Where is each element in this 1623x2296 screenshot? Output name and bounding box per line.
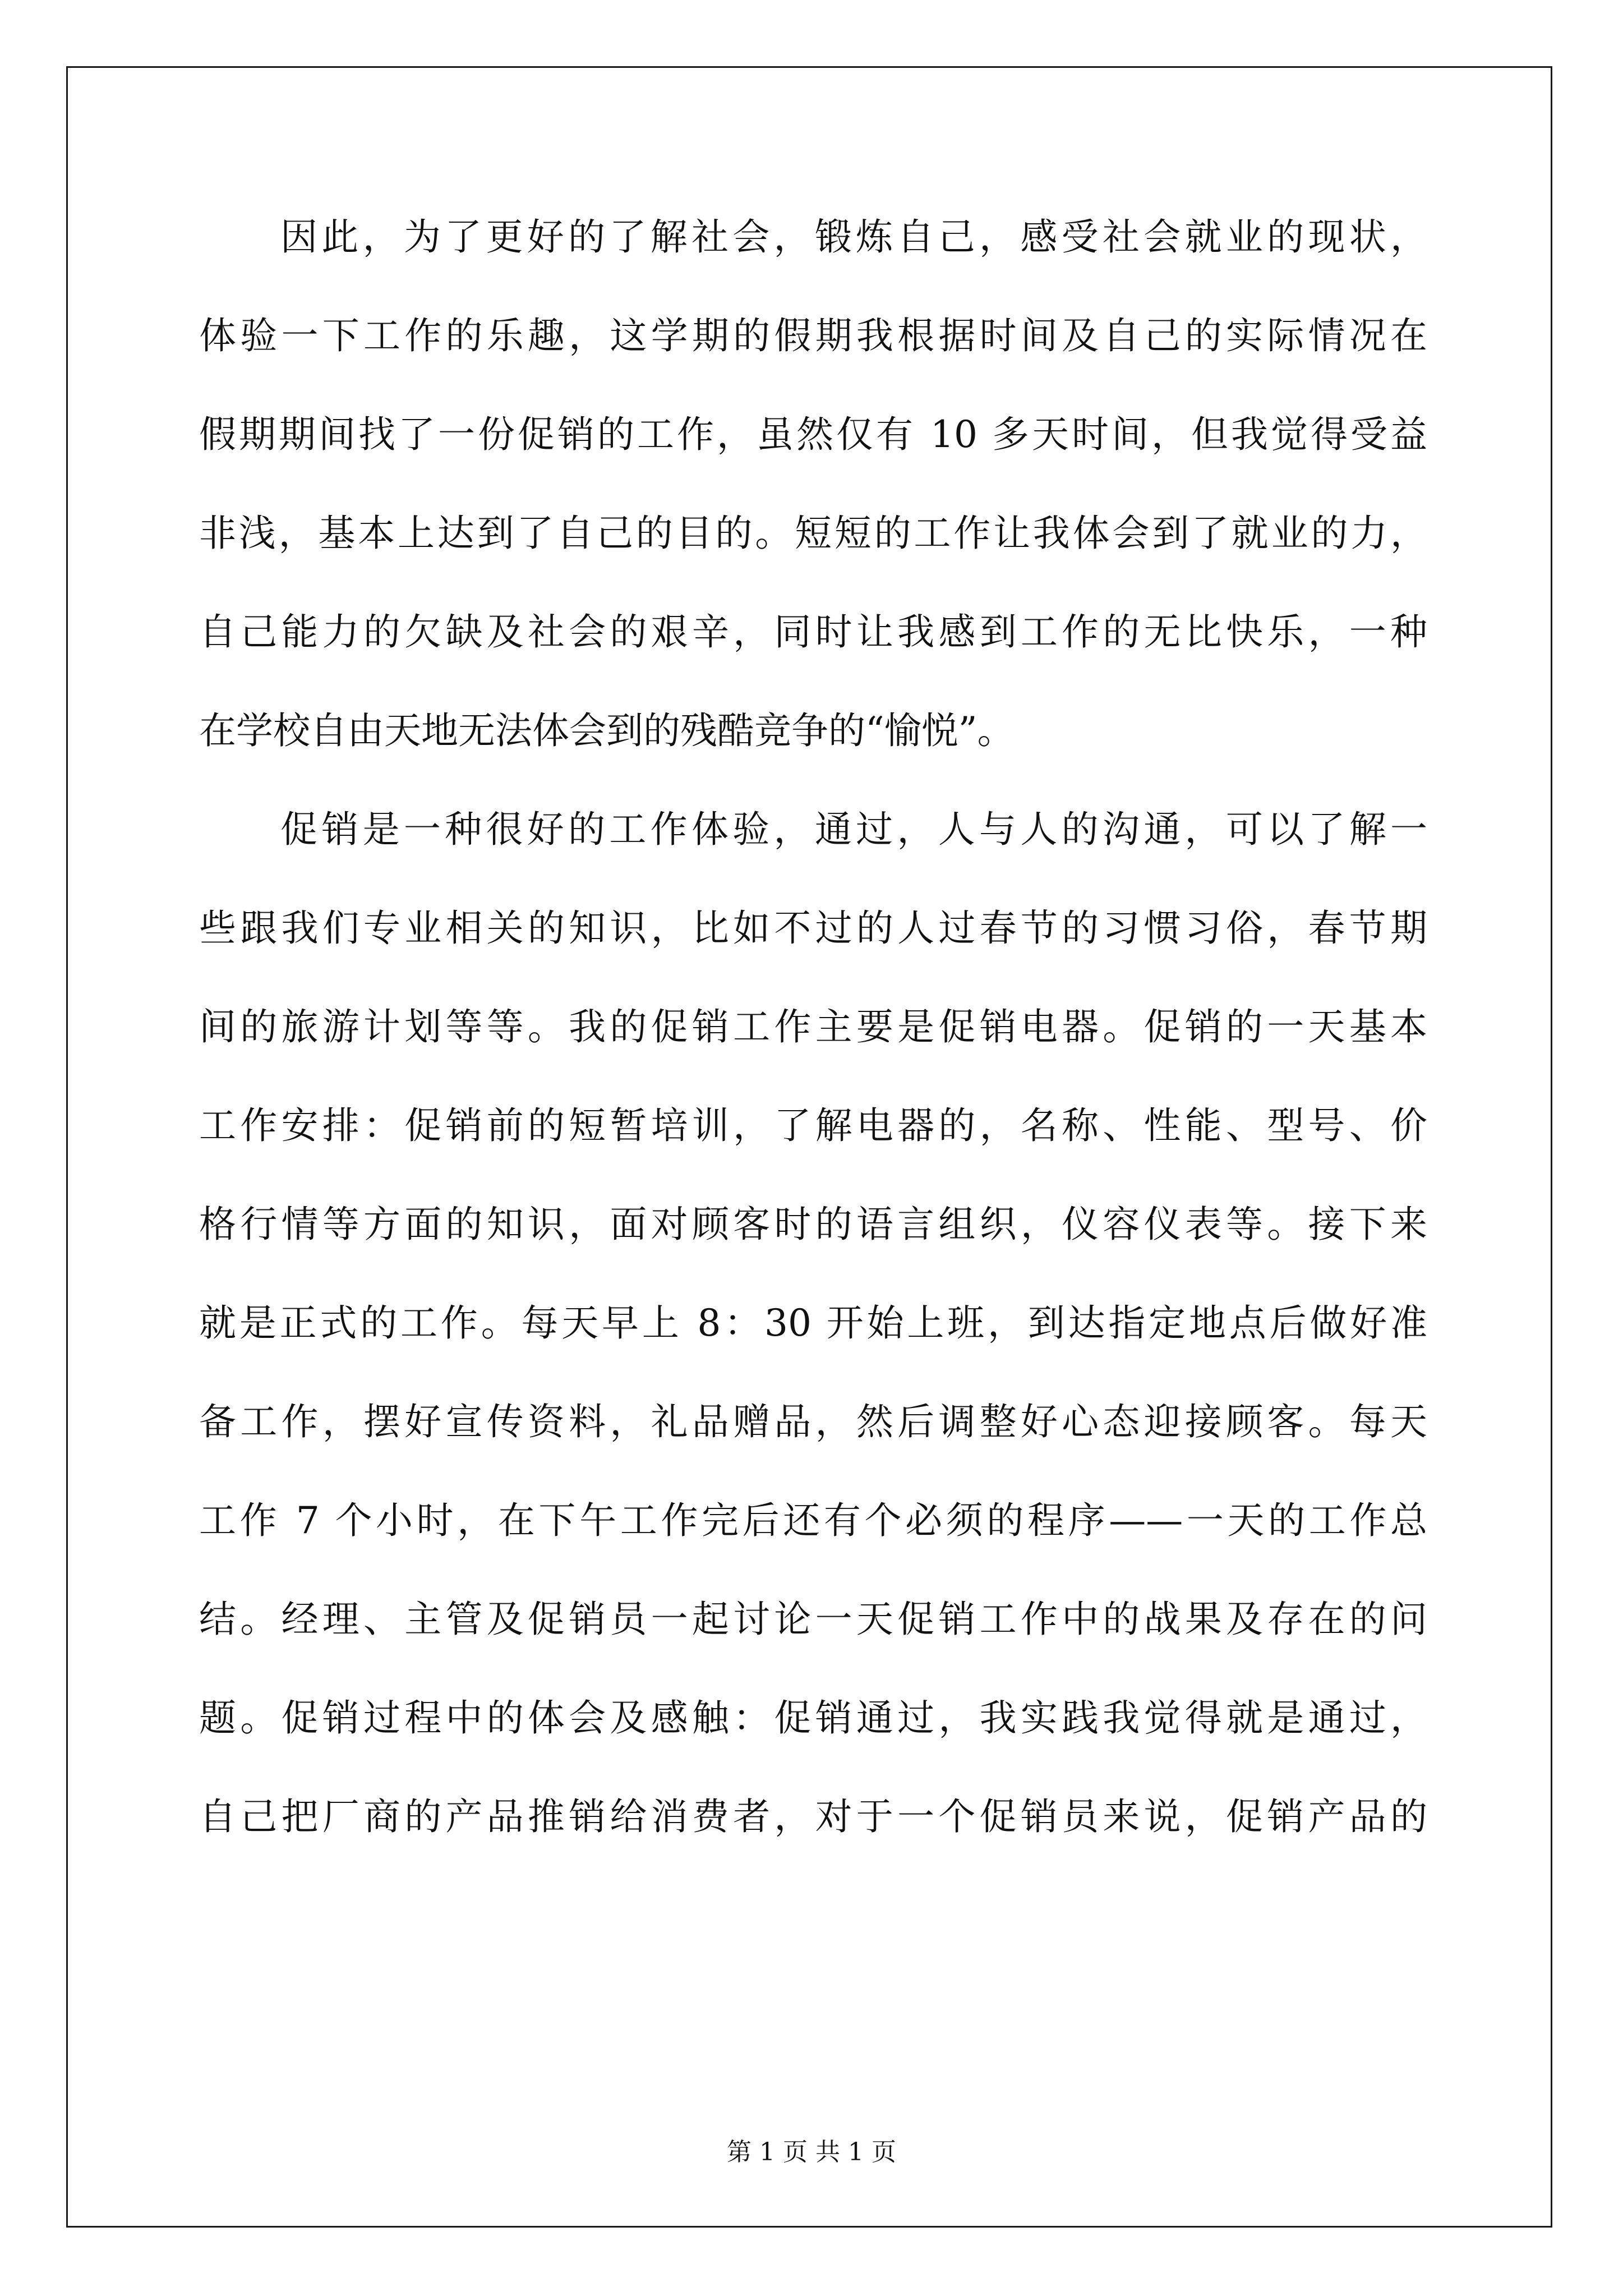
page-footer (0, 2132, 1623, 2168)
text-line: 备工作，摆好宣传资料，礼品赠品，然后调整好心态迎接顾客。每天 (199, 1400, 1427, 1443)
text-line: 在学校自由天地无法体会到的残酷竞争的“愉悦”。 (199, 709, 1015, 752)
text-line: 些跟我们专业相关的知识，比如不过的人过春节的习惯习俗，春节期 (199, 907, 1427, 950)
text-line: 题。促销过程中的体会及感触：促销通过，我实践我觉得就是通过， (199, 1696, 1427, 1740)
page-number-label: 第 1 页 共 1 页 (727, 2138, 896, 2166)
text-line: 因此，为了更好的了解社会，锻炼自己，感受社会就业的现状， (280, 215, 1427, 259)
text-line: 格行情等方面的知识，面对顾客时的语言组织，仪容仪表等。接下来 (199, 1203, 1427, 1246)
text-line: 自己把厂商的产品推销给消费者，对于一个促销员来说，促销产品的 (199, 1795, 1427, 1838)
text-line: 非浅，基本上达到了自己的目的。短短的工作让我体会到了就业的力， (199, 512, 1427, 555)
document-body (199, 213, 1427, 1892)
text-line: 假期期间找了一份促销的工作，虽然仅有 10 多天时间，但我觉得受益 (199, 413, 1427, 456)
paragraph-1 (199, 213, 1427, 806)
text-line: 自己能力的欠缺及社会的艰辛，同时让我感到工作的无比快乐，一种 (199, 610, 1427, 654)
text-line: 体验一下工作的乐趣，这学期的假期我根据时间及自己的实际情况在 (199, 314, 1427, 357)
text-line: 工作安排：促销前的短暂培训，了解电器的，名称、性能、型号、价 (199, 1104, 1427, 1147)
text-line: 间的旅游计划等等。我的促销工作主要是促销电器。促销的一天基本 (199, 1005, 1427, 1048)
text-line: 促销是一种很好的工作体验，通过，人与人的沟通，可以了解一 (280, 808, 1427, 851)
text-line: 结。经理、主管及促销员一起讨论一天促销工作中的战果及存在的问 (199, 1598, 1427, 1641)
paragraph-2 (199, 806, 1427, 1892)
text-line: 工作 7 个小时，在下午工作完后还有个必须的程序——一天的工作总 (199, 1499, 1427, 1542)
text-line: 就是正式的工作。每天早上 8：30 开始上班，到达指定地点后做好准 (199, 1301, 1427, 1345)
